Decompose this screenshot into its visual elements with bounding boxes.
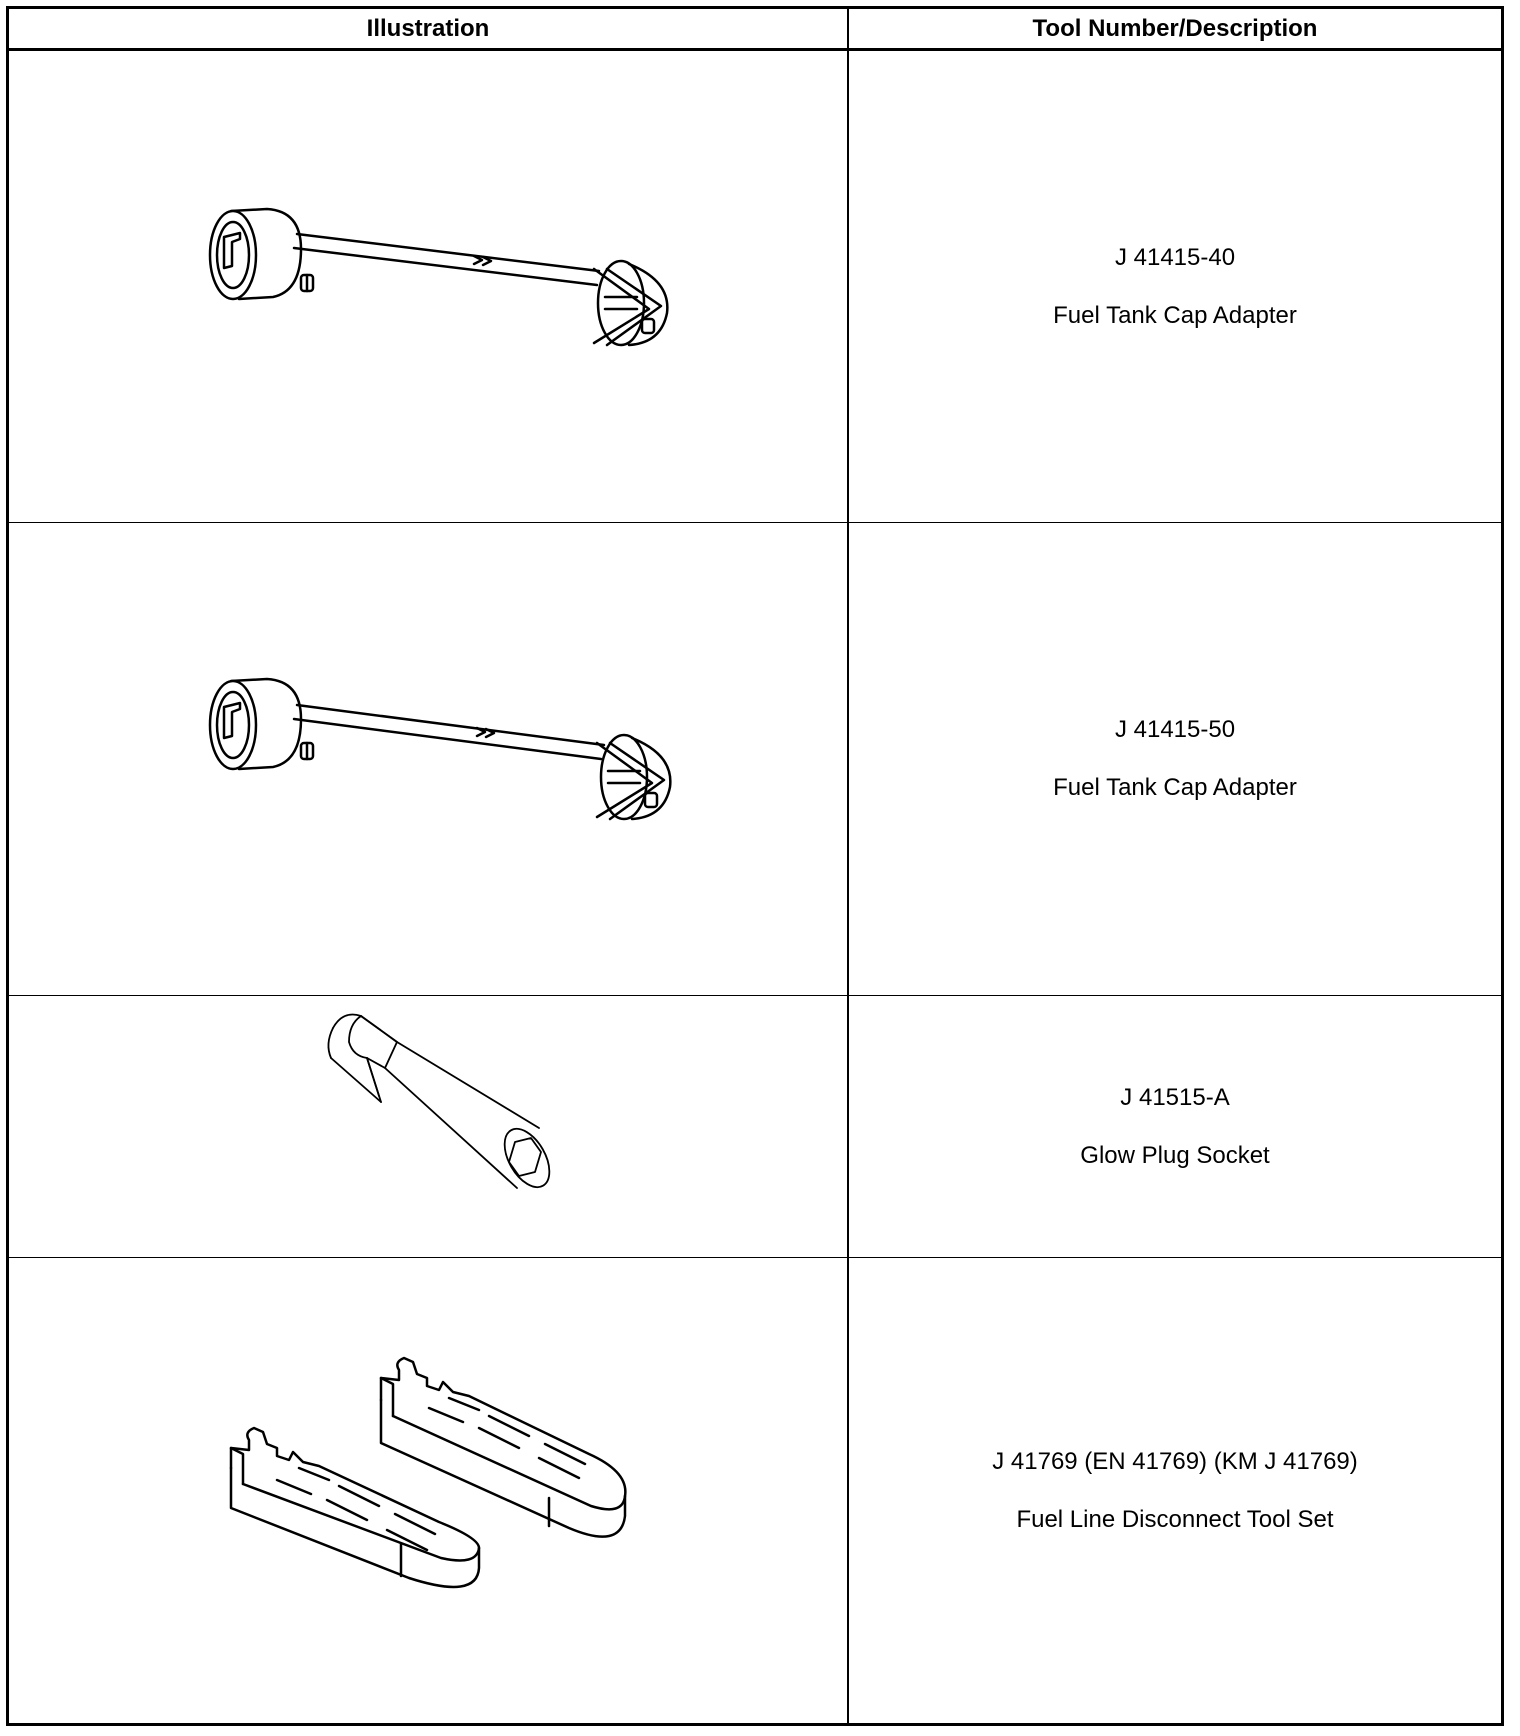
tool-description-cell bbox=[849, 523, 1501, 995]
tool-number: J 41415-40 bbox=[1114, 243, 1236, 271]
illustration-cell bbox=[9, 523, 847, 995]
tool-description: Fuel Tank Cap Adapter bbox=[1053, 301, 1297, 329]
tool-description: Fuel Tank Cap Adapter bbox=[1053, 774, 1297, 801]
special-tools-table bbox=[6, 6, 1504, 1726]
illustration-cell bbox=[9, 51, 847, 522]
illustration-cell bbox=[9, 996, 847, 1257]
fuel-tank-cap-adapter-icon bbox=[9, 51, 847, 523]
column-divider bbox=[847, 9, 849, 1723]
glow-plug-socket-icon bbox=[9, 996, 847, 1258]
tool-description: Fuel Line Disconnect Tool Set bbox=[1016, 1505, 1334, 1533]
tool-description-cell bbox=[849, 996, 1501, 1257]
table-row bbox=[9, 523, 1501, 996]
tool-number: J 41769 (EN 41769) (KM J 41769) bbox=[992, 1447, 1358, 1475]
header-tool-description: Tool Number/Description bbox=[1032, 15, 1318, 42]
tool-description: Glow Plug Socket bbox=[1080, 1141, 1270, 1169]
header-illustration: Illustration bbox=[366, 15, 490, 42]
table-row bbox=[9, 1258, 1501, 1723]
tool-description-cell bbox=[849, 1258, 1501, 1723]
tool-description-cell bbox=[849, 51, 1501, 522]
table-row bbox=[9, 51, 1501, 523]
fuel-line-disconnect-tool-icon bbox=[9, 1258, 847, 1723]
table-header-row bbox=[9, 9, 1501, 51]
table-row bbox=[9, 996, 1501, 1258]
tool-number: J 41415-50 bbox=[1114, 716, 1236, 743]
tool-number: J 41515-A bbox=[1120, 1083, 1230, 1111]
illustration-cell bbox=[9, 1258, 847, 1723]
fuel-tank-cap-adapter-icon bbox=[9, 523, 847, 996]
